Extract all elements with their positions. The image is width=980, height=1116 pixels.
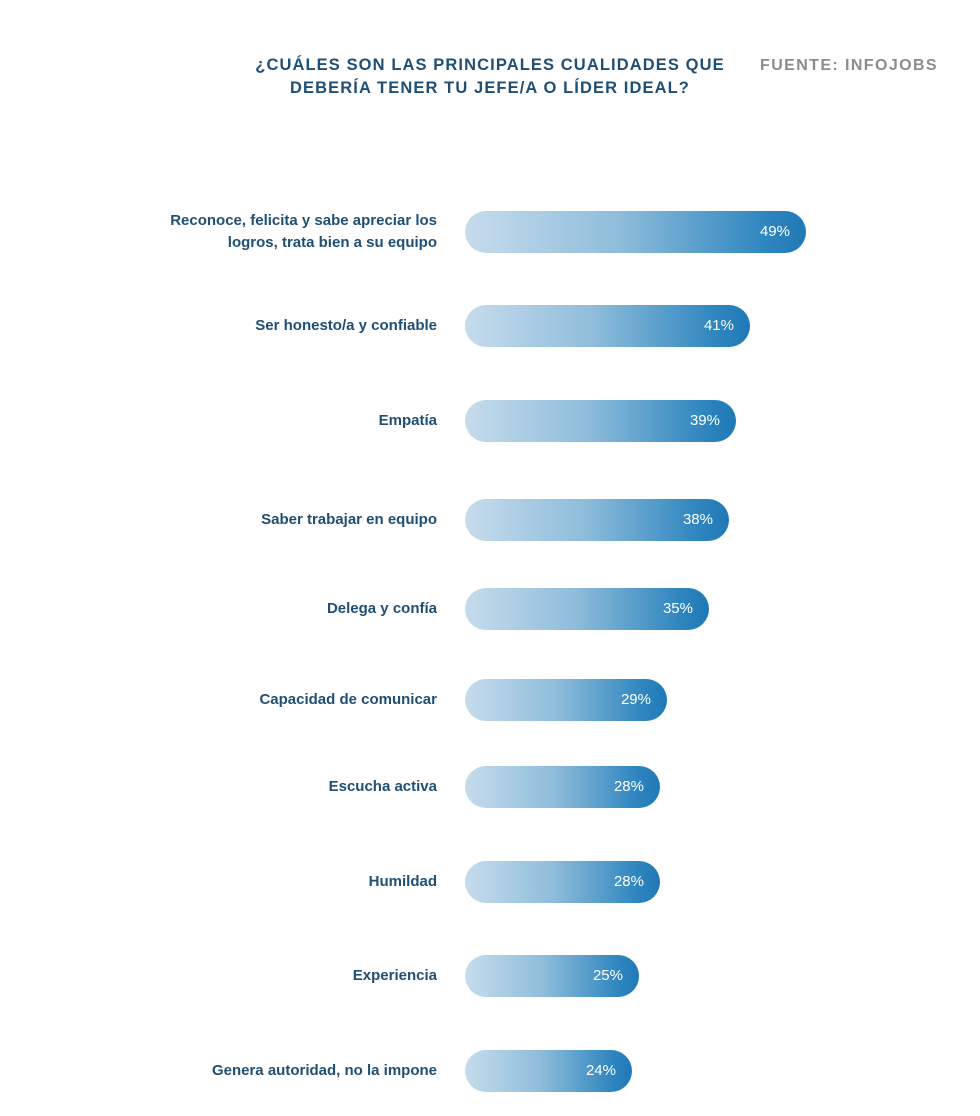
bar-value-label-6: 29%	[620, 691, 651, 708]
bar-3	[465, 400, 736, 442]
bar-value-label-7: 28%	[613, 778, 644, 795]
bar-2	[465, 305, 750, 347]
chart-title-line-2: DEBERÍA TENER TU JEFE/A O LÍDER IDEAL?	[290, 79, 690, 97]
bar-label-7	[107, 776, 437, 798]
bar-value-label-10: 24%	[585, 1062, 616, 1079]
bar-label-3-line-1: Empatía	[378, 412, 437, 429]
bar-value-label-1: 49%	[759, 223, 790, 240]
bar-value-label-4: 38%	[682, 511, 713, 528]
bar-label-1-line-2: logros, trata bien a su equipo	[227, 234, 437, 251]
bar-value-label-5: 35%	[662, 600, 693, 617]
bar-label-7-line-1: Escucha activa	[328, 778, 437, 795]
bar-5	[465, 588, 709, 630]
bar-label-2	[107, 315, 437, 337]
bar-label-4-line-1: Saber trabajar en equipo	[261, 511, 437, 528]
bar-label-9	[107, 965, 437, 987]
bar-label-9-line-1: Experiencia	[352, 967, 437, 984]
bar-value-label-2: 41%	[703, 317, 734, 334]
bar-1	[465, 211, 806, 253]
bar-label-5	[107, 598, 437, 620]
bar-value-label-9: 25%	[592, 967, 623, 984]
bar-label-5-line-1: Delega y confía	[326, 600, 437, 617]
bar-label-6-line-1: Capacidad de comunicar	[259, 691, 437, 708]
bar-7	[465, 766, 660, 808]
bar-label-10	[107, 1060, 437, 1082]
bar-label-1	[107, 210, 437, 254]
source-label: FUENTE: INFOJOBS	[760, 57, 938, 74]
bar-label-2-line-1: Ser honesto/a y confiable	[255, 317, 437, 334]
bar-10	[465, 1050, 632, 1092]
bar-label-8	[107, 871, 437, 893]
bar-9	[465, 955, 639, 997]
bar-8	[465, 861, 660, 903]
bar-label-1-line-1: Reconoce, felicita y sabe apreciar los	[170, 212, 437, 229]
bar-label-6	[107, 689, 437, 711]
bar-value-label-3: 39%	[689, 412, 720, 429]
bar-label-10-line-1: Genera autoridad, no la impone	[211, 1062, 437, 1079]
bar-label-3	[107, 410, 437, 432]
bar-label-4	[107, 509, 437, 531]
bar-4	[465, 499, 729, 541]
chart-title-line-1: ¿CUÁLES SON LAS PRINCIPALES CUALIDADES QUE	[255, 56, 725, 74]
bar-value-label-8: 28%	[613, 873, 644, 890]
bar-6	[465, 679, 667, 721]
bar-label-8-line-1: Humildad	[368, 873, 437, 890]
